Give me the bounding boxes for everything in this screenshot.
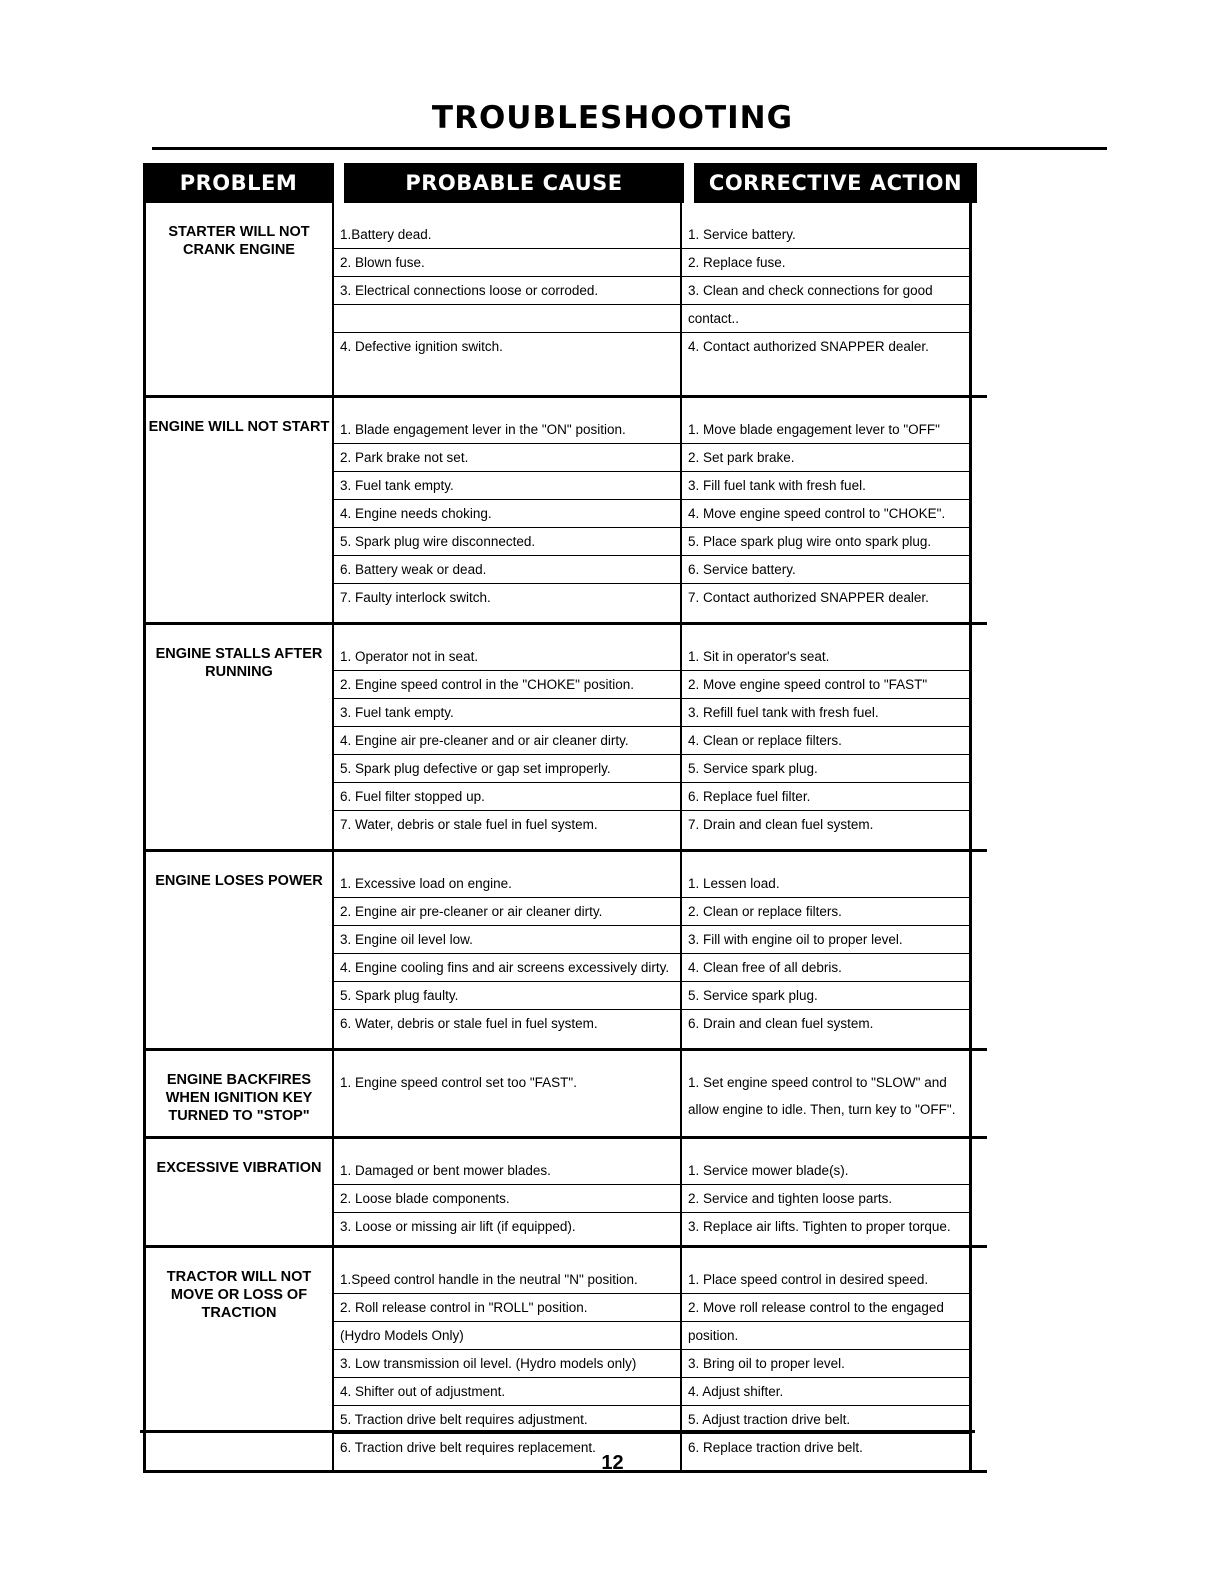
problem-cell: ENGINE BACKFIRES WHEN IGNITION KEY TURNED TO "STOP"	[146, 1051, 334, 1136]
cause-item: 1. Blade engagement lever in the "ON" position.	[334, 416, 680, 444]
probable-cause-cell	[334, 1139, 682, 1245]
corrective-action-cell	[682, 852, 972, 1048]
cause-item	[334, 305, 680, 333]
action-item: 2. Set park brake.	[682, 444, 969, 472]
action-item: 2. Move engine speed control to "FAST"	[682, 671, 969, 699]
table-row	[143, 625, 987, 852]
action-item: 6. Replace traction drive belt.	[688, 1440, 863, 1455]
action-item: 1. Lessen load.	[682, 870, 969, 898]
problem-cell: TRACTOR WILL NOT MOVE OR LOSS OF TRACTION	[146, 1248, 334, 1470]
cause-item: 2. Park brake not set.	[334, 444, 680, 472]
cause-item: 5. Spark plug defective or gap set improperly.	[334, 755, 680, 783]
corrective-action-cell	[682, 625, 972, 849]
cause-item: 7. Faulty interlock switch.	[340, 590, 491, 605]
action-item: 5. Service spark plug.	[682, 755, 969, 783]
problem-cell: ENGINE WILL NOT START	[146, 398, 334, 622]
cause-item: 2. Engine speed control in the "CHOKE" position.	[334, 671, 680, 699]
problem-cell: ENGINE STALLS AFTER RUNNING	[146, 625, 334, 849]
cause-item: 3. Engine oil level low.	[334, 926, 680, 954]
cause-item: 6. Battery weak or dead.	[334, 556, 680, 584]
table-row	[143, 1139, 987, 1248]
cause-item: 2. Blown fuse.	[334, 249, 680, 277]
cause-item: 7. Water, debris or stale fuel in fuel system.	[340, 817, 598, 832]
corrective-action-cell	[682, 1248, 972, 1470]
action-item: 1. Service battery.	[682, 221, 969, 249]
action-item: 1. Place speed control in desired speed.	[682, 1266, 969, 1294]
header-corrective-action: CORRECTIVE ACTION	[694, 163, 977, 203]
table-row	[143, 852, 987, 1051]
cause-item: 1.Speed control handle in the neutral "N" position.	[334, 1266, 680, 1294]
action-item: 3. Refill fuel tank with fresh fuel.	[682, 699, 969, 727]
page-title: TROUBLESHOOTING	[431, 100, 794, 136]
action-item: 2. Service and tighten loose parts.	[682, 1185, 969, 1213]
cause-item: 6. Fuel filter stopped up.	[334, 783, 680, 811]
cause-item: 5. Traction drive belt requires adjustment.	[334, 1406, 680, 1434]
cause-item: 4. Defective ignition switch.	[340, 339, 503, 354]
action-item: 1. Move blade engagement lever to "OFF"	[682, 416, 969, 444]
cause-item: 4. Engine needs choking.	[334, 500, 680, 528]
cause-item: 2. Engine air pre-cleaner or air cleaner dirty.	[334, 898, 680, 926]
probable-cause-cell	[334, 625, 682, 849]
probable-cause-cell	[334, 1248, 682, 1470]
probable-cause-cell	[334, 203, 682, 395]
cause-item: 4. Engine air pre-cleaner and or air cleaner dirty.	[334, 727, 680, 755]
page-number: 12	[601, 1452, 624, 1474]
cause-item: 6. Water, debris or stale fuel in fuel system.	[340, 1016, 598, 1031]
action-item: 6. Service battery.	[682, 556, 969, 584]
action-item: 4. Move engine speed control to "CHOKE".	[682, 500, 969, 528]
action-item: 1. Service mower blade(s).	[682, 1157, 969, 1185]
action-item: 5. Adjust traction drive belt.	[682, 1406, 969, 1434]
action-item: 3. Clean and check connections for good	[682, 277, 969, 305]
action-item: 3. Fill with engine oil to proper level.	[682, 926, 969, 954]
probable-cause-cell	[334, 398, 682, 622]
table-row	[143, 1248, 987, 1473]
action-item: 2. Replace fuse.	[682, 249, 969, 277]
cause-item: 5. Spark plug faulty.	[334, 982, 680, 1010]
cause-item: 3. Loose or missing air lift (if equipped).	[340, 1219, 576, 1234]
cause-item: 3. Fuel tank empty.	[334, 472, 680, 500]
action-item: 3. Fill fuel tank with fresh fuel.	[682, 472, 969, 500]
action-item: 2. Clean or replace filters.	[682, 898, 969, 926]
cause-item: 1. Excessive load on engine.	[334, 870, 680, 898]
action-item: 3. Bring oil to proper level.	[682, 1350, 969, 1378]
cause-item: (Hydro Models Only)	[334, 1322, 680, 1350]
action-item: 4. Clean free of all debris.	[682, 954, 969, 982]
problem-cell: EXCESSIVE VIBRATION	[146, 1139, 334, 1245]
cause-item: 4. Shifter out of adjustment.	[334, 1378, 680, 1406]
cause-item: 6. Traction drive belt requires replacement.	[340, 1440, 596, 1455]
table-row	[143, 1051, 987, 1139]
action-item: 5. Place spark plug wire onto spark plug.	[682, 528, 969, 556]
problem-cell: STARTER WILL NOT CRANK ENGINE	[146, 203, 334, 395]
table-header	[143, 163, 987, 203]
header-probable-cause: PROBABLE CAUSE	[344, 163, 684, 203]
probable-cause-cell	[334, 852, 682, 1048]
bottom-divider	[140, 1430, 975, 1433]
table-row	[143, 203, 987, 398]
action-item: 6. Replace fuel filter.	[682, 783, 969, 811]
action-item: position.	[682, 1322, 969, 1350]
probable-cause-cell	[334, 1051, 682, 1136]
corrective-action-cell	[682, 398, 972, 622]
cause-item: 3. Electrical connections loose or corroded.	[334, 277, 680, 305]
problem-cell: ENGINE LOSES POWER	[146, 852, 334, 1048]
action-item: 6. Drain and clean fuel system.	[688, 1016, 874, 1031]
action-item: 2. Move roll release control to the engaged	[682, 1294, 969, 1322]
cause-item: 1.Battery dead.	[334, 221, 680, 249]
corrective-action-cell	[682, 1139, 972, 1245]
action-item: 4. Clean or replace filters.	[682, 727, 969, 755]
action-item: 5. Service spark plug.	[682, 982, 969, 1010]
action-item: 4. Adjust shifter.	[682, 1378, 969, 1406]
action-item: 1. Set engine speed control to "SLOW" and allow engine to idle. Then, turn key to "OFF".	[688, 1075, 956, 1117]
header-problem: PROBLEM	[143, 163, 334, 203]
action-item: 3. Replace air lifts. Tighten to proper torque.	[688, 1219, 951, 1234]
table-body	[143, 203, 987, 1473]
cause-item: 2. Loose blade components.	[334, 1185, 680, 1213]
corrective-action-cell	[682, 1051, 972, 1136]
cause-item: 1. Engine speed control set too "FAST".	[340, 1075, 577, 1090]
action-item: contact..	[682, 305, 969, 333]
action-item: 7. Drain and clean fuel system.	[688, 817, 874, 832]
cause-item: 1. Damaged or bent mower blades.	[334, 1157, 680, 1185]
corrective-action-cell	[682, 203, 972, 395]
table-row	[143, 398, 987, 625]
cause-item: 5. Spark plug wire disconnected.	[334, 528, 680, 556]
action-item: 1. Sit in operator's seat.	[682, 643, 969, 671]
troubleshooting-table	[143, 163, 987, 1473]
action-item: 7. Contact authorized SNAPPER dealer.	[688, 590, 929, 605]
cause-item: 2. Roll release control in "ROLL" position.	[334, 1294, 680, 1322]
cause-item: 3. Fuel tank empty.	[334, 699, 680, 727]
action-item: 4. Contact authorized SNAPPER dealer.	[688, 339, 929, 354]
cause-item: 1. Operator not in seat.	[334, 643, 680, 671]
title-divider	[152, 147, 1107, 150]
cause-item: 4. Engine cooling fins and air screens excessively dirty.	[334, 954, 680, 982]
cause-item: 3. Low transmission oil level. (Hydro models only)	[334, 1350, 680, 1378]
